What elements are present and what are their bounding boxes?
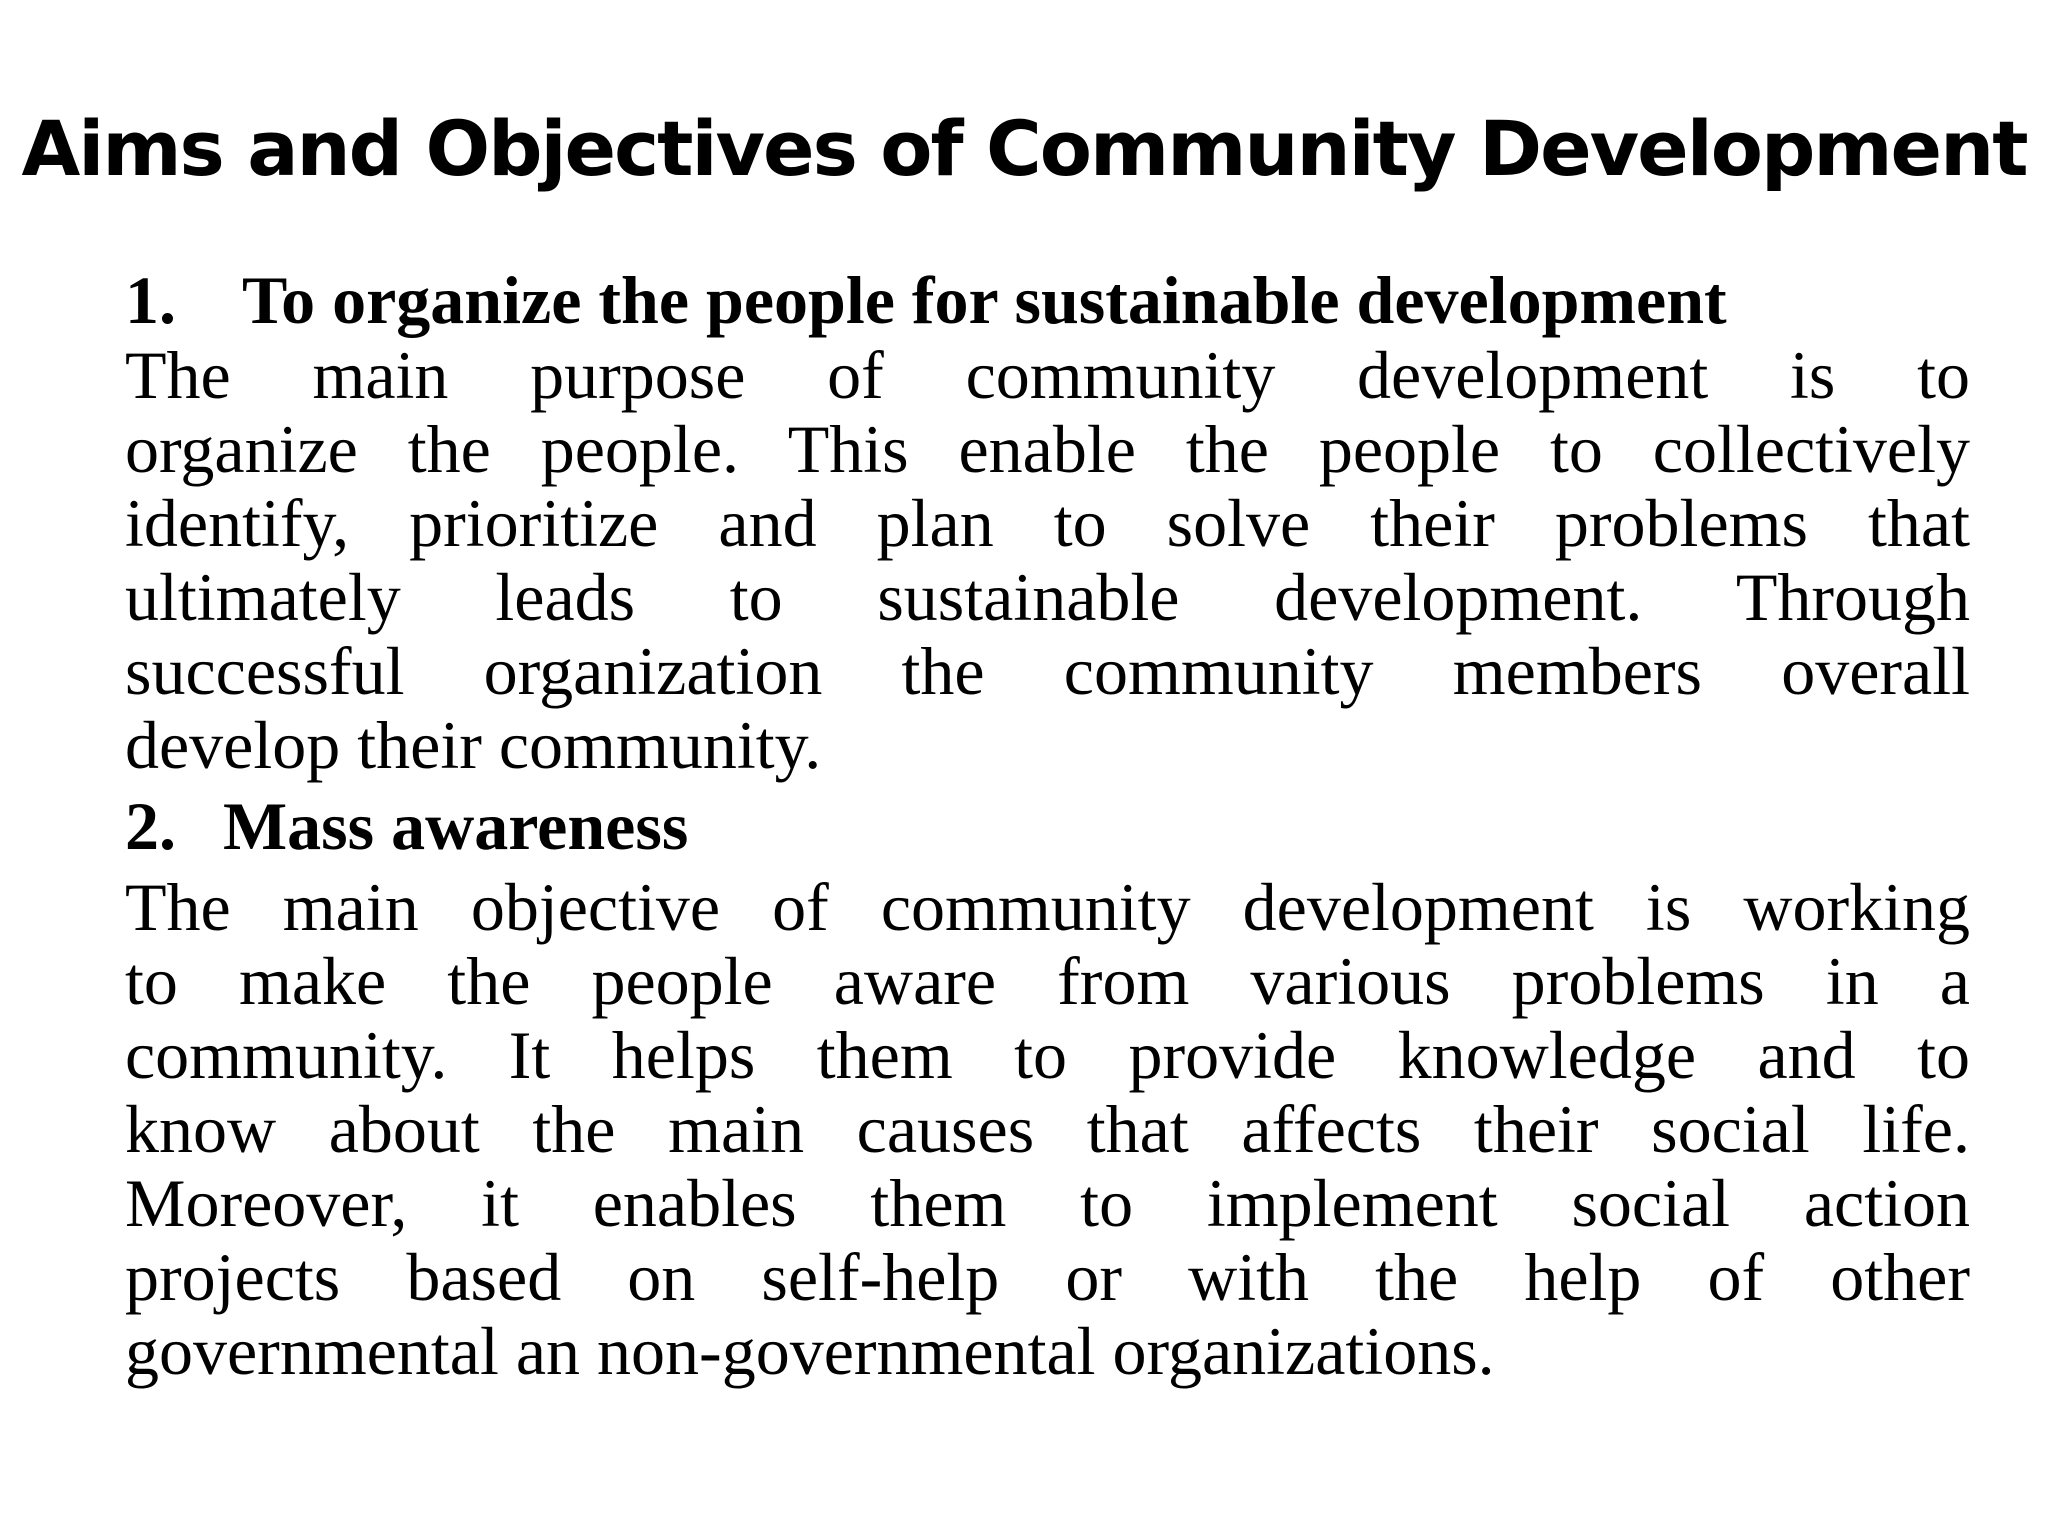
section-paragraph-1: [125, 338, 1970, 782]
slide-title: Aims and Objectives of Community Development: [21, 104, 2027, 193]
section-number-1: 1.: [125, 262, 176, 338]
paragraph-line: The main purpose of community development is to: [125, 337, 1970, 413]
section-heading-text-1: To organize the people for sustainable development: [242, 262, 1727, 338]
slide-body: [125, 258, 1970, 1388]
section-heading-text-2: Mass awareness: [223, 788, 689, 864]
paragraph-line: Moreover, it enables them to implement social action: [125, 1165, 1970, 1241]
paragraph-line: projects based on self-help or with the help of other: [125, 1239, 1970, 1315]
paragraph-line: community. It helps them to provide knowledge and to: [125, 1017, 1970, 1093]
paragraph-line: The main objective of community development is working: [125, 869, 1970, 945]
paragraph-line: know about the main causes that affects their social life.: [125, 1091, 1970, 1167]
paragraph-line: governmental an non-governmental organizations.: [125, 1313, 1495, 1389]
section-paragraph-2: [125, 870, 1970, 1388]
paragraph-line: to make the people aware from various problems in a: [125, 943, 1970, 1019]
section-heading-2: [125, 784, 1970, 868]
paragraph-line: successful organization the community members overall: [125, 633, 1970, 709]
paragraph-line: organize the people. This enable the people to collectively: [125, 411, 1970, 487]
paragraph-line: ultimately leads to sustainable development. Through: [125, 559, 1970, 635]
section-number-2: 2.: [125, 788, 176, 864]
paragraph-line: develop their community.: [125, 707, 822, 783]
section-heading-1: [125, 258, 1970, 342]
paragraph-line: identify, prioritize and plan to solve their problems that: [125, 485, 1970, 561]
